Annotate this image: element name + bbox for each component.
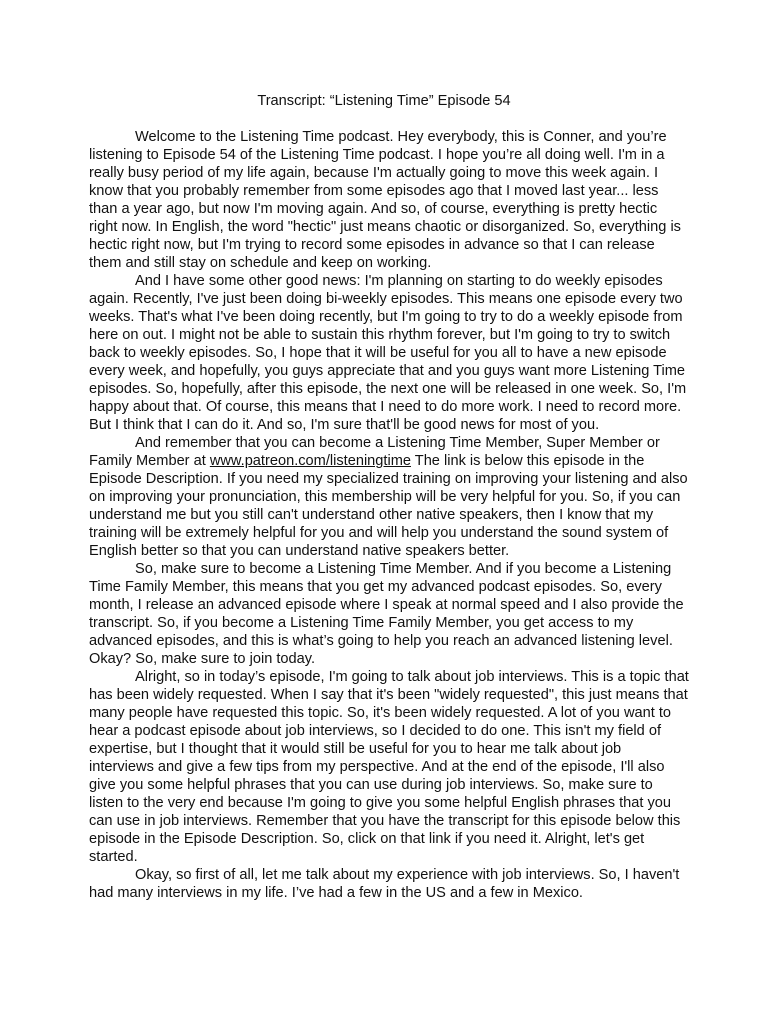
paragraph-family-member: So, make sure to become a Listening Time Member. And if you become a Listening Time Family Member, this means that you get my advanced podcast episodes. So, every month, I release an advanced episode where I speak at normal speed and I also provide the transcript. So, if you become a Listening Time Family Member, you get access to my advanced episodes, and this is what’s going to help you reach an advanced listening level. Okay? So, make sure to join today.	[89, 561, 684, 667]
paragraph-experience: Okay, so first of all, let me talk about my experience with job interviews. So, I haven't had many interviews in my life. I’ve had a few in the US and a few in Mexico.	[89, 867, 680, 901]
patreon-link[interactable]: www.patreon.com/listeningtime	[209, 453, 411, 469]
paragraph-membership-text-end: The link is below this episode in the Episode Description. If you need my specialized training on improving your listening and also on improving your pronunciation, this membership will be very helpful for you. So, if you can understand me but you still can't understand other native speakers, then I know that my training will be extremely helpful for you and will help you understand the sound system of English better so that you can understand native speakers better.	[89, 453, 688, 559]
document-title: Transcript: “Listening Time” Episode 54	[257, 93, 511, 109]
paragraph-job-interviews: Alright, so in today’s episode, I'm going to talk about job interviews. This is a topic that has been widely requested. When I say that it's been "widely requested", this just means that many people have requested this topic. So, it's been widely requested. A lot of you want to hear a podcast episode about job interviews, so I decided to do one. This isn't my field of expertise, but I thought that it would still be useful for you to hear me talk about job interviews and give a few tips from my perspective. And at the end of the episode, I'll also give you some helpful phrases that you can use during job interviews. So, make sure to listen to the very end because I'm going to give you some helpful English phrases that you can use in job interviews. Remember that you have the transcript for this episode below this episode in the Episode Description. So, click on that link if you need it. Alright, let's get started.	[89, 669, 689, 865]
paragraph-membership-text-start: And remember that you can become a Listening Time Member, Super Member or Family Member at	[89, 435, 660, 469]
paragraph-intro: Welcome to the Listening Time podcast. Hey everybody, this is Conner, and you’re listening to Episode 54 of the Listening Time podcast. I hope you’re all doing well. I'm in a really busy period of my life again, because I'm actually going to move this week again. I know that you probably remember from some episodes ago that I moved last year... less than a year ago, but now I'm moving again. And so, of course, everything is pretty hectic right now. In English, the word "hectic" just means chaotic or disorganized. So, everything is hectic right now, but I'm trying to record some episodes in advance so that I can release them and still stay on schedule and keep on working.	[89, 129, 681, 271]
paragraph-weekly-episodes: And I have some other good news: I'm planning on starting to do weekly episodes again. Recently, I've just been doing bi-weekly episodes. This means one episode every two weeks. That's what I've been doing recently, but I'm going to try to do a weekly episode from here on out. I might not be able to sustain this rhythm forever, but I'm going to try to switch back to weekly episodes. So, I hope that it will be useful for you all to have a new episode every week, and hopefully, you guys appreciate that and you guys want more Listening Time episodes. So, hopefully, after this episode, the next one will be released in one week. So, I'm happy about that. Of course, this means that I need to do more work. I need to record more. But I think that I can do it. And so, I'm sure that'll be good news for most of you.	[89, 273, 687, 433]
transcript-body	[89, 128, 689, 902]
paragraph-membership	[89, 434, 689, 560]
